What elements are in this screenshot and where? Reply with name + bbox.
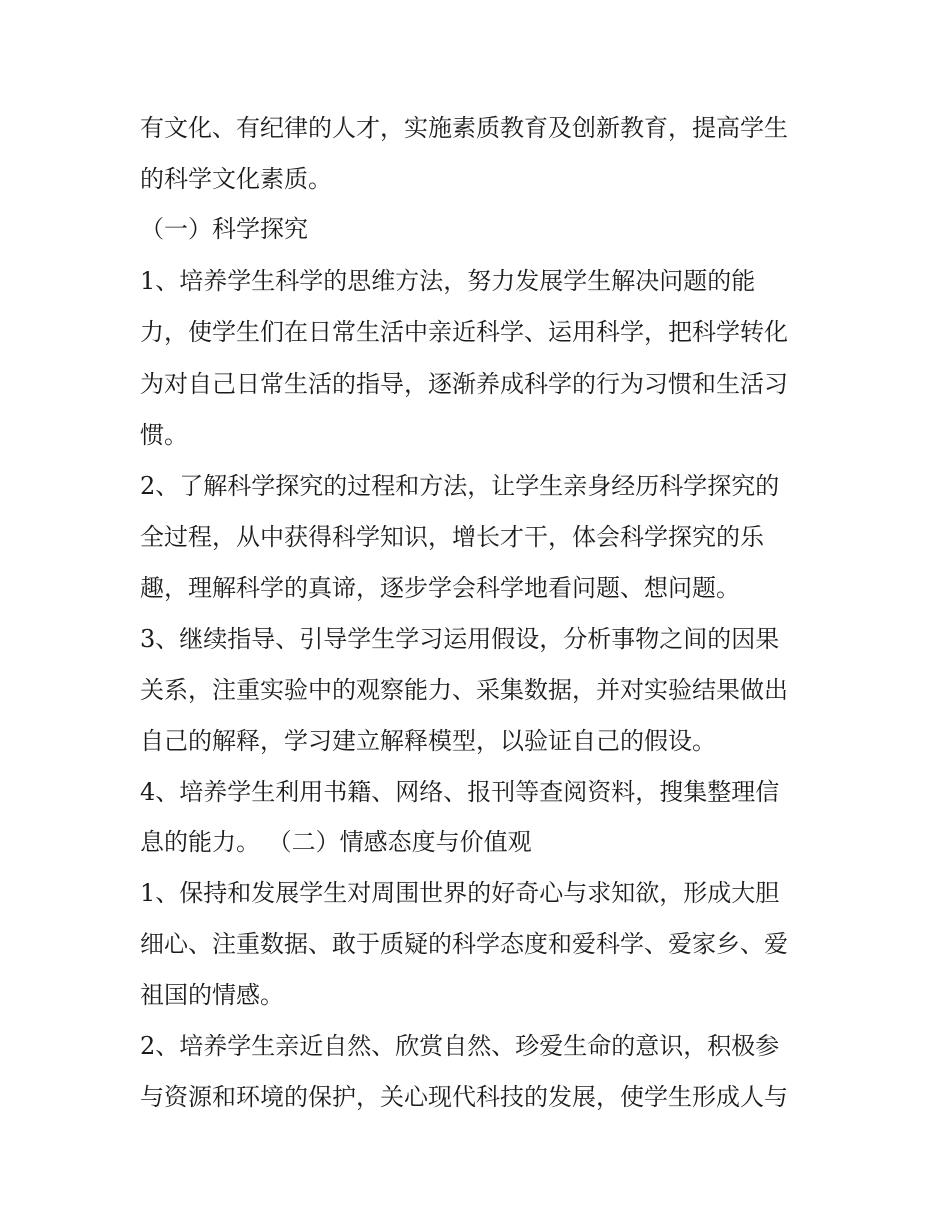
text-line: 的科学文化素质。 [140, 165, 332, 193]
text-line: 与资源和环境的保护，关心现代科技的发展，使学生形成人与 [140, 1083, 788, 1111]
text-line: 2、培养学生亲近自然、欣赏自然、珍爱生命的意识，积极参 [140, 1032, 780, 1060]
text-line: 2、了解科学探究的过程和方法，让学生亲身经历科学探究的 [140, 472, 780, 500]
text-line: 为对自己日常生活的指导，逐渐养成科学的行为习惯和生活习 [140, 370, 788, 398]
text-line: 惯。 [140, 421, 188, 449]
text-line: 祖国的情感。 [140, 981, 284, 1009]
text-line: 息的能力。 （二）情感态度与价值观 [140, 828, 532, 856]
text-line: 自己的解释，学习建立解释模型，以验证自己的假设。 [140, 727, 716, 755]
text-line: 力，使学生们在日常生活中亲近科学、运用科学，把科学转化 [140, 318, 788, 346]
text-line: 1、培养学生科学的思维方法，努力发展学生解决问题的能 [140, 267, 756, 295]
text-line: 4、培养学生利用书籍、网络、报刊等查阅资料，搜集整理信 [140, 778, 780, 806]
text-line: 1、保持和发展学生对周围世界的好奇心与求知欲，形成大胆 [140, 879, 780, 907]
text-line: 有文化、有纪律的人才，实施素质教育及创新教育，提高学生 [140, 114, 788, 142]
text-line: 细心、注重数据、敢于质疑的科学态度和爱科学、爱家乡、爱 [140, 930, 788, 958]
text-line: 关系，注重实验中的观察能力、采集数据，并对实验结果做出 [140, 676, 788, 704]
text-line: 全过程，从中获得科学知识，增长才干，体会科学探究的乐 [140, 523, 764, 551]
text-line: 趣，理解科学的真谛，逐步学会科学地看问题、想问题。 [140, 574, 740, 602]
text-line: 3、继续指导、引导学生学习运用假设，分析事物之间的因果 [140, 625, 780, 653]
section-heading: （一）科学探究 [140, 215, 308, 243]
